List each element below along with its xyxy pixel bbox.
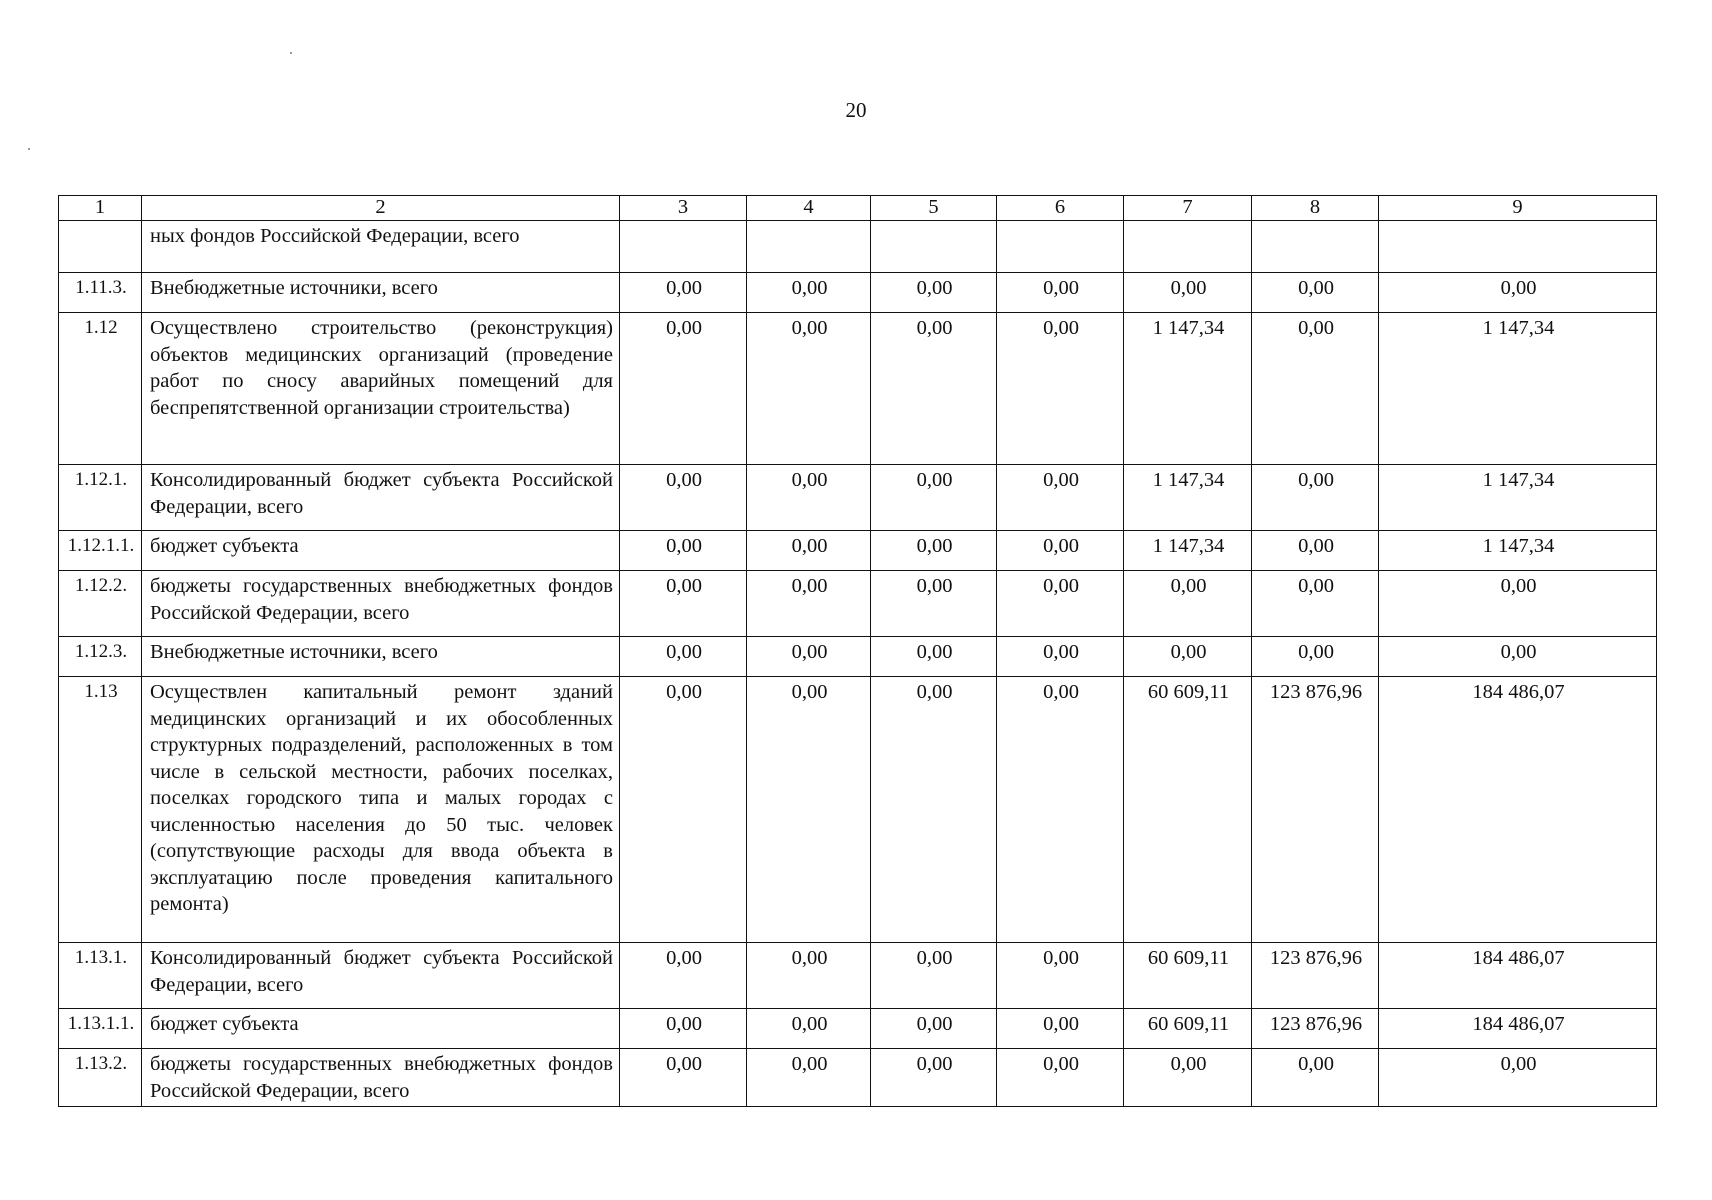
value-cell-col-9: 0,00: [1379, 1049, 1657, 1107]
value-cell-col-5: 0,00: [871, 1009, 997, 1049]
row-code: 1.12.3.: [59, 637, 142, 677]
row-code: 1.13.1.1.: [59, 1009, 142, 1049]
row-description: бюджеты государственных внебюджетных фондов Российской Федерации, всего: [142, 1049, 620, 1107]
value-cell-col-3: [620, 221, 747, 273]
table-row: [59, 571, 1657, 637]
value-cell-col-3: 0,00: [620, 1049, 747, 1107]
value-cell-col-9: 184 486,07: [1379, 943, 1657, 1009]
value-cell-col-7: 0,00: [1124, 571, 1252, 637]
value-cell-col-4: 0,00: [747, 465, 871, 531]
value-cell-col-6: 0,00: [997, 273, 1124, 313]
column-number: 8: [1252, 196, 1379, 221]
value-cell-col-5: 0,00: [871, 465, 997, 531]
value-cell-col-8: 0,00: [1252, 273, 1379, 313]
value-cell-col-5: 0,00: [871, 571, 997, 637]
row-code: 1.12.2.: [59, 571, 142, 637]
value-cell-col-7: 0,00: [1124, 273, 1252, 313]
value-cell-col-9: 0,00: [1379, 571, 1657, 637]
table-row: [59, 677, 1657, 943]
value-cell-col-3: 0,00: [620, 465, 747, 531]
value-cell-col-7: 0,00: [1124, 637, 1252, 677]
value-cell-col-6: 0,00: [997, 943, 1124, 1009]
value-cell-col-9: 1 147,34: [1379, 465, 1657, 531]
value-cell-col-5: 0,00: [871, 677, 997, 943]
value-cell-col-3: 0,00: [620, 313, 747, 465]
row-code: 1.11.3.: [59, 273, 142, 313]
table-row: [59, 221, 1657, 273]
value-cell-col-5: 0,00: [871, 943, 997, 1009]
column-number: 7: [1124, 196, 1252, 221]
column-number-row: [59, 196, 1657, 221]
column-number: 6: [997, 196, 1124, 221]
column-number: 1: [59, 196, 142, 221]
row-code: 1.12: [59, 313, 142, 465]
value-cell-col-3: 0,00: [620, 273, 747, 313]
value-cell-col-3: 0,00: [620, 531, 747, 571]
value-cell-col-5: 0,00: [871, 1049, 997, 1107]
value-cell-col-8: 0,00: [1252, 637, 1379, 677]
value-cell-col-4: 0,00: [747, 531, 871, 571]
scan-speck: [290, 52, 292, 54]
value-cell-col-6: 0,00: [997, 571, 1124, 637]
row-description: Консолидированный бюджет субъекта Российской Федерации, всего: [142, 465, 620, 531]
row-description: ных фондов Российской Федерации, всего: [142, 221, 620, 273]
row-description: Осуществлено строительство (реконструкция) объектов медицинских организаций (проведение работ по сносу аварийных помещений для беспрепятственной организации строительства): [142, 313, 620, 465]
value-cell-col-8: 123 876,96: [1252, 943, 1379, 1009]
value-cell-col-3: 0,00: [620, 943, 747, 1009]
value-cell-col-4: 0,00: [747, 571, 871, 637]
table-row: [59, 531, 1657, 571]
value-cell-col-7: [1124, 221, 1252, 273]
row-code: 1.13: [59, 677, 142, 943]
value-cell-col-4: 0,00: [747, 313, 871, 465]
value-cell-col-6: 0,00: [997, 1049, 1124, 1107]
value-cell-col-7: 1 147,34: [1124, 313, 1252, 465]
value-cell-col-8: 123 876,96: [1252, 677, 1379, 943]
row-code: 1.12.1.1.: [59, 531, 142, 571]
value-cell-col-5: 0,00: [871, 531, 997, 571]
value-cell-col-4: 0,00: [747, 273, 871, 313]
value-cell-col-5: [871, 221, 997, 273]
value-cell-col-8: 0,00: [1252, 313, 1379, 465]
value-cell-col-3: 0,00: [620, 1009, 747, 1049]
table-row: [59, 313, 1657, 465]
budget-table: [58, 195, 1657, 1107]
table-row: [59, 1009, 1657, 1049]
value-cell-col-3: 0,00: [620, 571, 747, 637]
value-cell-col-8: 0,00: [1252, 465, 1379, 531]
row-description: Консолидированный бюджет субъекта Российской Федерации, всего: [142, 943, 620, 1009]
value-cell-col-7: 60 609,11: [1124, 677, 1252, 943]
value-cell-col-9: 1 147,34: [1379, 313, 1657, 465]
value-cell-col-4: 0,00: [747, 1009, 871, 1049]
row-code: [59, 221, 142, 273]
value-cell-col-8: 0,00: [1252, 531, 1379, 571]
row-description: бюджет субъекта: [142, 1009, 620, 1049]
value-cell-col-4: 0,00: [747, 637, 871, 677]
table-body: [59, 196, 1657, 1107]
value-cell-col-3: 0,00: [620, 637, 747, 677]
value-cell-col-7: 1 147,34: [1124, 531, 1252, 571]
value-cell-col-5: 0,00: [871, 313, 997, 465]
value-cell-col-5: 0,00: [871, 273, 997, 313]
value-cell-col-7: 1 147,34: [1124, 465, 1252, 531]
table-row: [59, 1049, 1657, 1107]
value-cell-col-8: 0,00: [1252, 1049, 1379, 1107]
row-code: 1.13.2.: [59, 1049, 142, 1107]
value-cell-col-6: 0,00: [997, 637, 1124, 677]
value-cell-col-6: [997, 221, 1124, 273]
scan-speck: [28, 148, 30, 150]
value-cell-col-9: 0,00: [1379, 637, 1657, 677]
value-cell-col-9: 184 486,07: [1379, 1009, 1657, 1049]
value-cell-col-7: 0,00: [1124, 1049, 1252, 1107]
page-number: 20: [845, 98, 867, 122]
row-code: 1.12.1.: [59, 465, 142, 531]
row-description: Внебюджетные источники, всего: [142, 637, 620, 677]
column-number: 2: [142, 196, 620, 221]
table-row: [59, 465, 1657, 531]
column-number: 4: [747, 196, 871, 221]
column-number: 3: [620, 196, 747, 221]
table-row: [59, 273, 1657, 313]
value-cell-col-8: [1252, 221, 1379, 273]
value-cell-col-7: 60 609,11: [1124, 1009, 1252, 1049]
row-description: Внебюджетные источники, всего: [142, 273, 620, 313]
value-cell-col-6: 0,00: [997, 677, 1124, 943]
row-description: бюджеты государственных внебюджетных фондов Российской Федерации, всего: [142, 571, 620, 637]
value-cell-col-5: 0,00: [871, 637, 997, 677]
value-cell-col-6: 0,00: [997, 313, 1124, 465]
value-cell-col-4: [747, 221, 871, 273]
value-cell-col-9: 0,00: [1379, 273, 1657, 313]
value-cell-col-9: 184 486,07: [1379, 677, 1657, 943]
table-row: [59, 943, 1657, 1009]
row-code: 1.13.1.: [59, 943, 142, 1009]
column-number: 9: [1379, 196, 1657, 221]
row-description: бюджет субъекта: [142, 531, 620, 571]
value-cell-col-6: 0,00: [997, 465, 1124, 531]
column-number: 5: [871, 196, 997, 221]
value-cell-col-7: 60 609,11: [1124, 943, 1252, 1009]
value-cell-col-4: 0,00: [747, 677, 871, 943]
value-cell-col-6: 0,00: [997, 531, 1124, 571]
table-row: [59, 637, 1657, 677]
value-cell-col-4: 0,00: [747, 943, 871, 1009]
value-cell-col-8: 0,00: [1252, 571, 1379, 637]
value-cell-col-8: 123 876,96: [1252, 1009, 1379, 1049]
value-cell-col-9: 1 147,34: [1379, 531, 1657, 571]
value-cell-col-4: 0,00: [747, 1049, 871, 1107]
value-cell-col-3: 0,00: [620, 677, 747, 943]
value-cell-col-9: [1379, 221, 1657, 273]
row-description: Осуществлен капитальный ремонт зданий медицинских организаций и их обособленных структурных подразделений, расположенных в том числе в сельской местности, рабочих поселках, поселках городского типа и малых городах с численностью населения до 50 тыс. человек (сопутствующие расходы для ввода объекта в эксплуатацию после проведения капитального ремонта): [142, 677, 620, 943]
value-cell-col-6: 0,00: [997, 1009, 1124, 1049]
